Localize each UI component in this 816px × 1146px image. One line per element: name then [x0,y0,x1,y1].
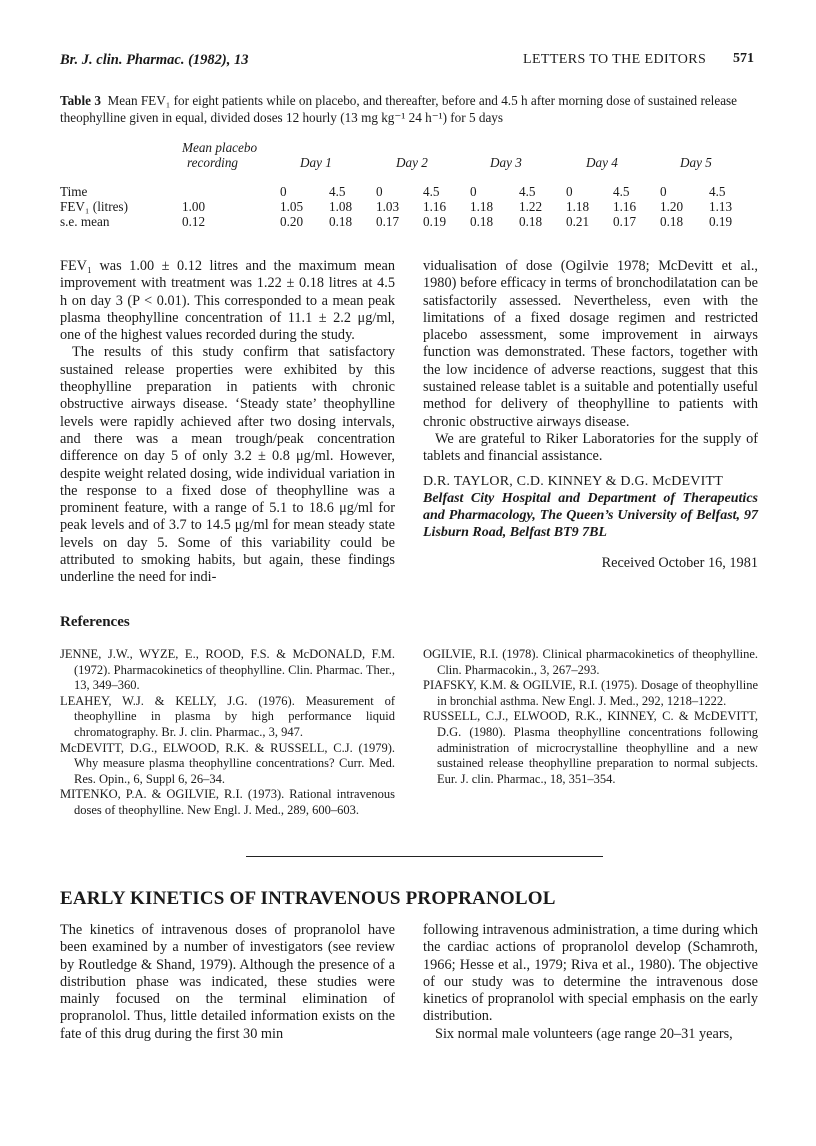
cell-placebo: 1.00 [182,199,206,214]
table-cell: 1.13 [709,199,733,214]
reference-item: RUSSELL, C.J., ELWOOD, R.K., KINNEY, C. & McDEVITT, D.G. (1980). Plasma theophylline concentrations following administration of microcrystalline theophylline and a new sustained release theophylline preparation to normal subjects. Eur. J. clin. Pharmac., 18, 351–354. [423,709,758,786]
day-header: Day 5 [680,155,712,170]
received-date: Received October 16, 1981 [601,554,758,571]
table-cell: 0.18 [329,214,353,229]
section-title: LETTERS TO THE EDITORS [523,52,707,67]
body-paragraph: vidualisation of dose (Ogilvie 1978; McDevitt et al., 1980) before efficacy in terms of bronchodilatation can be satisfactorily assessed. Nevertheless, even with the limitations of a fixed dosage regimen and restricted placebo assessment, some improvement in airways function was demonstrated. These factors, together with the low incidence of adverse reactions, suggest that this sustained release tablet is a suitable and potentially useful method for delivery of theophylline to patients with chronic obstructive airways disease. [423,258,758,430]
journal-citation: Br. J. clin. Pharmac. (1982), 13 [60,52,249,68]
table-cell: 1.08 [329,199,353,214]
body-paragraph: The results of this study confirm that satisfactory sustained release properties were exhibited by this theophylline preparation in patients with chronic obstructive airways disease. ‘Steady state’ theophylline levels were rapidly achieved after two dosing intervals, and there was a mean trough/peak concentration difference on day 5 of only 3.2 ± 0.8 μg/ml. However, despite weight related dosing, wide individual variation in the response to a fixed dose of theophylline was a prominent feature, with a range of 5.1 to 18.6 μg/ml for peak levels and of 3.7 to 14.5 μg/ml for mean steady state levels on day 5. Some of this variability could be attributed to smoking habits, but again, these findings underline the need for indi- [60,344,395,586]
table-cell: 0 [470,184,477,199]
section-divider [246,856,603,857]
table-cell: 1.20 [660,199,684,214]
table-cell: 0.21 [566,214,590,229]
row-label: Time [60,184,88,199]
cell-placebo [182,184,280,199]
table-caption [60,92,760,126]
table-cell: 1.16 [613,199,637,214]
author-affiliation: Belfast City Hospital and Department of Therapeutics and Pharmacology, The Queen’s University of Belfast, 97 Lisburn Road, Belfast BT9 7BL [423,490,758,541]
table-row-fev1 [60,199,749,214]
page-number: 571 [733,51,754,66]
body-paragraph: following intravenous administration, a time during which the cardiac actions of propranolol develop (Schamroth, 1966; Hesse et al., 1979; Riva et al., 1980). The objective of our study was to determine the intravenous dose kinetics of propranolol with special emphasis on the early distribution. [423,922,758,1025]
table-header-row-1 [60,140,749,155]
table-cell: 0 [566,184,573,199]
body-paragraph: Six normal male volunteers (age range 20–31 years, [435,1025,733,1042]
reference-item: LEAHEY, W.J. & KELLY, J.G. (1976). Measurement of theophylline in plasma by high performance liquid chromatography. Br. J. clin. Pharmac., 3, 947. [60,693,395,739]
day-header: Day 2 [396,155,428,170]
table-cell: 4.5 [613,184,630,199]
table-cell: 1.16 [423,199,447,214]
table-cell: 1.03 [376,199,400,214]
row-label: FEV₁ (litres) [60,199,128,214]
reference-item: PIAFSKY, K.M. & OGILVIE, R.I. (1975). Dosage of theophylline in bronchial asthma. New Engl. J. Med., 292, 1218–1222. [423,678,758,708]
reference-item: OGILVIE, R.I. (1978). Clinical pharmacokinetics of theophylline. Clin. Pharmacokin., 3, 267–293. [423,647,758,677]
day-header: Day 4 [586,155,618,170]
references-right-column [423,647,758,787]
table-cell: 4.5 [519,184,536,199]
row-label: s.e. mean [60,214,110,229]
table-cell: 0 [660,184,667,199]
table-cell: 1.18 [470,199,494,214]
table-cell: 0.19 [709,214,733,229]
table-cell: 1.18 [566,199,590,214]
table-header-row-2 [60,155,749,170]
table-cell: 4.5 [329,184,346,199]
table-cell: 0 [376,184,383,199]
table-caption-text: Mean FEV₁ for eight patients while on placebo, and thereafter, before and 4.5 h after morning dose of sustained release theophylline given in equal, divided doses 12 hourly (13 mg kg⁻¹ 24 h⁻¹) for 5 days [60,93,738,125]
article2-left-column [60,922,395,1043]
table-cell: 1.22 [519,199,543,214]
table-caption-label: Table 3 [60,93,101,108]
table-cell: 0.18 [470,214,494,229]
table-cell: 0.19 [423,214,447,229]
table-cell: 0.17 [376,214,400,229]
article-title: EARLY KINETICS OF INTRAVENOUS PROPRANOLOL [60,888,556,909]
day-header: Day 3 [490,155,522,170]
reference-item: McDEVITT, D.G., ELWOOD, R.K. & RUSSELL, C.J. (1979). Why measure plasma theophylline concentrations? Curr. Med. Res. Opin., 6, Suppl 6, 26–34. [60,740,395,786]
reference-item: JENNE, J.W., WYZE, E., ROOD, F.S. & McDONALD, F.M. (1972). Pharmacokinetics of theophylline. Clin. Pharmac. Ther., 13, 349–360. [60,647,395,693]
day-header: Day 1 [300,155,332,170]
table-cell: 4.5 [423,184,440,199]
references-left-column [60,647,395,819]
body-paragraph: The kinetics of intravenous doses of propranolol have been examined by a number of investigators (see review by Routledge & Shand, 1979). Although the presence of a distribution phase was indicated, these studies were mainly focused on the terminal elimination of propranolol. Thus, little detailed information exists on the fate of this drug during the first 30 min [60,922,395,1042]
table-cell: 1.05 [280,199,304,214]
table-cell: 0.18 [660,214,684,229]
fev1-table [60,140,749,229]
table-row-se [60,214,749,229]
table-cell: 0.18 [519,214,543,229]
cell-placebo: 0.12 [182,214,206,229]
table-cell: 4.5 [709,184,726,199]
table-cell: 0.17 [613,214,637,229]
article2-right-column [423,922,758,1043]
letter-left-column [60,258,395,587]
table-cell: 0 [280,184,287,199]
author-list: D.R. TAYLOR, C.D. KINNEY & D.G. McDEVITT [423,473,723,489]
reference-item: MITENKO, P.A. & OGILVIE, R.I. (1973). Rational intravenous doses of theophylline. New Engl. J. Med., 289, 600–603. [60,787,395,817]
letter-right-column [423,258,758,572]
table-row-time [60,184,749,199]
body-paragraph: We are grateful to Riker Laboratories for the supply of tablets and financial assistance. [423,430,758,465]
body-paragraph: FEV₁ was 1.00 ± 0.12 litres and the maximum mean improvement with treatment was 1.22 ± 0.18 litres at 4.5 h on day 3 (P < 0.01). This corresponded to a mean peak plasma theophylline concentration of 11.1 ± 2.2 μg/ml, one of the highest values recorded during the study. [60,258,395,344]
table-cell: 0.20 [280,214,304,229]
references-heading: References [60,614,130,630]
placebo-header-line1: Mean placebo [182,140,258,155]
placebo-header-line2: recording [187,155,239,170]
